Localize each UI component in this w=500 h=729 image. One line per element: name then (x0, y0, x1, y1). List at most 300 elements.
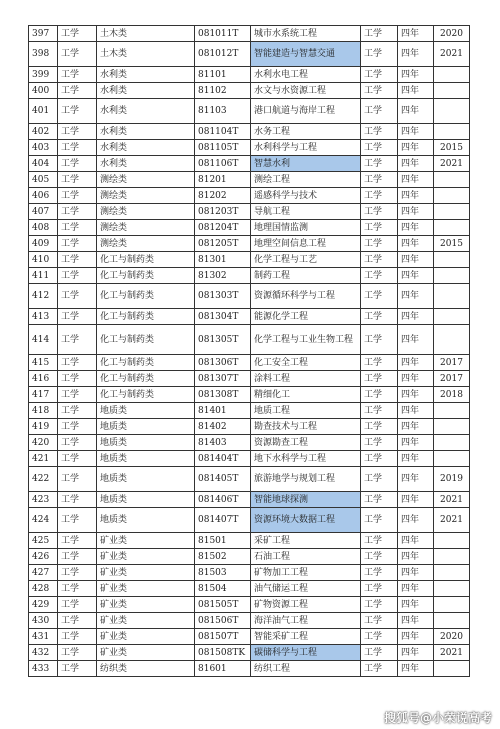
table-row (29, 451, 470, 467)
cell-degree: 工学 (361, 325, 398, 355)
cell-years: 四年 (398, 565, 434, 581)
cell-category: 地质类 (97, 492, 195, 508)
cell-code: 81502 (195, 549, 251, 565)
cell-code: 081304T (195, 309, 251, 325)
cell-years: 四年 (398, 435, 434, 451)
cell-category: 地质类 (97, 435, 195, 451)
table-row (29, 403, 470, 419)
cell-years: 四年 (398, 597, 434, 613)
cell-year-added (434, 67, 470, 83)
cell-year-added (434, 188, 470, 204)
cell-degree: 工学 (361, 565, 398, 581)
cell-category: 土木类 (97, 26, 195, 42)
table-row (29, 419, 470, 435)
cell-degree: 工学 (361, 172, 398, 188)
table-row (29, 645, 470, 661)
cell-code: 81501 (195, 533, 251, 549)
cell-year-added: 2020 (434, 26, 470, 42)
cell-discipline: 工学 (58, 83, 97, 99)
cell-code: 81201 (195, 172, 251, 188)
cell-degree: 工学 (361, 156, 398, 172)
cell-code: 081508TK (195, 645, 251, 661)
cell-number: 427 (29, 565, 58, 581)
cell-code: 081406T (195, 492, 251, 508)
cell-category: 地质类 (97, 451, 195, 467)
cell-category: 矿业类 (97, 565, 195, 581)
cell-category: 化工与制药类 (97, 325, 195, 355)
cell-category: 矿业类 (97, 629, 195, 645)
cell-category: 测绘类 (97, 204, 195, 220)
cell-year-added: 2021 (434, 42, 470, 67)
table-row (29, 236, 470, 252)
cell-code: 81601 (195, 661, 251, 677)
cell-degree: 工学 (361, 252, 398, 268)
cell-years: 四年 (398, 220, 434, 236)
cell-major: 油气储运工程 (251, 581, 361, 597)
cell-degree: 工学 (361, 99, 398, 124)
cell-code: 081308T (195, 387, 251, 403)
cell-number: 420 (29, 435, 58, 451)
cell-discipline: 工学 (58, 252, 97, 268)
cell-major: 石油工程 (251, 549, 361, 565)
cell-year-added: 2015 (434, 140, 470, 156)
cell-major: 地下水科学与工程 (251, 451, 361, 467)
cell-number: 408 (29, 220, 58, 236)
cell-code: 081104T (195, 124, 251, 140)
cell-major: 精细化工 (251, 387, 361, 403)
cell-category: 测绘类 (97, 188, 195, 204)
table-row (29, 549, 470, 565)
cell-code: 81101 (195, 67, 251, 83)
cell-category: 化工与制药类 (97, 268, 195, 284)
cell-year-added (434, 661, 470, 677)
cell-code: 81301 (195, 252, 251, 268)
table-row (29, 188, 470, 204)
cell-degree: 工学 (361, 581, 398, 597)
cell-year-added (434, 325, 470, 355)
cell-discipline: 工学 (58, 435, 97, 451)
cell-years: 四年 (398, 236, 434, 252)
cell-degree: 工学 (361, 371, 398, 387)
cell-year-added: 2017 (434, 371, 470, 387)
table-row (29, 309, 470, 325)
table-row (29, 284, 470, 309)
cell-category: 地质类 (97, 403, 195, 419)
cell-major: 港口航道与海岸工程 (251, 99, 361, 124)
cell-major: 地质工程 (251, 403, 361, 419)
cell-year-added (434, 309, 470, 325)
cell-number: 422 (29, 467, 58, 492)
cell-degree: 工学 (361, 613, 398, 629)
cell-number: 412 (29, 284, 58, 309)
cell-degree: 工学 (361, 549, 398, 565)
table-row (29, 42, 470, 67)
cell-years: 四年 (398, 492, 434, 508)
table-row (29, 252, 470, 268)
cell-years: 四年 (398, 284, 434, 309)
cell-years: 四年 (398, 309, 434, 325)
cell-category: 化工与制药类 (97, 284, 195, 309)
table-row (29, 172, 470, 188)
cell-category: 矿业类 (97, 613, 195, 629)
cell-years: 四年 (398, 387, 434, 403)
cell-discipline: 工学 (58, 124, 97, 140)
cell-year-added: 2017 (434, 355, 470, 371)
table-row (29, 597, 470, 613)
cell-category: 化工与制药类 (97, 309, 195, 325)
table-row (29, 492, 470, 508)
cell-code: 081306T (195, 355, 251, 371)
cell-years: 四年 (398, 172, 434, 188)
cell-discipline: 工学 (58, 492, 97, 508)
cell-major: 矿物加工工程 (251, 565, 361, 581)
cell-category: 水利类 (97, 67, 195, 83)
cell-number: 424 (29, 508, 58, 533)
cell-code: 81103 (195, 99, 251, 124)
cell-major: 能源化学工程 (251, 309, 361, 325)
cell-year-added (434, 597, 470, 613)
cell-degree: 工学 (361, 467, 398, 492)
cell-code: 081507T (195, 629, 251, 645)
table-body (29, 26, 470, 677)
cell-number: 418 (29, 403, 58, 419)
cell-degree: 工学 (361, 204, 398, 220)
cell-years: 四年 (398, 629, 434, 645)
table-row (29, 325, 470, 355)
cell-years: 四年 (398, 268, 434, 284)
cell-year-added (434, 99, 470, 124)
cell-code: 81503 (195, 565, 251, 581)
cell-discipline: 工学 (58, 451, 97, 467)
cell-discipline: 工学 (58, 172, 97, 188)
cell-year-added: 2021 (434, 492, 470, 508)
cell-major: 矿物资源工程 (251, 597, 361, 613)
cell-major: 化学工程与工艺 (251, 252, 361, 268)
cell-category: 化工与制药类 (97, 387, 195, 403)
cell-code: 081011T (195, 26, 251, 42)
cell-year-added (434, 613, 470, 629)
cell-category: 水利类 (97, 156, 195, 172)
cell-number: 429 (29, 597, 58, 613)
cell-discipline: 工学 (58, 355, 97, 371)
cell-discipline: 工学 (58, 156, 97, 172)
cell-degree: 工学 (361, 508, 398, 533)
cell-major: 勘查技术与工程 (251, 419, 361, 435)
cell-category: 矿业类 (97, 581, 195, 597)
cell-major: 地理国情监测 (251, 220, 361, 236)
cell-degree: 工学 (361, 597, 398, 613)
cell-number: 401 (29, 99, 58, 124)
cell-number: 426 (29, 549, 58, 565)
cell-major: 智能地球探测 (251, 492, 361, 508)
cell-years: 四年 (398, 355, 434, 371)
cell-number: 404 (29, 156, 58, 172)
cell-discipline: 工学 (58, 204, 97, 220)
cell-code: 81302 (195, 268, 251, 284)
cell-number: 423 (29, 492, 58, 508)
cell-code: 081105T (195, 140, 251, 156)
cell-discipline: 工学 (58, 42, 97, 67)
cell-year-added (434, 565, 470, 581)
cell-discipline: 工学 (58, 284, 97, 309)
cell-number: 433 (29, 661, 58, 677)
cell-code: 081506T (195, 613, 251, 629)
cell-years: 四年 (398, 549, 434, 565)
cell-major: 城市水系统工程 (251, 26, 361, 42)
cell-years: 四年 (398, 99, 434, 124)
cell-discipline: 工学 (58, 236, 97, 252)
cell-year-added (434, 581, 470, 597)
cell-year-added (434, 284, 470, 309)
cell-major: 化学工程与工业生物工程 (251, 325, 361, 355)
cell-degree: 工学 (361, 492, 398, 508)
cell-years: 四年 (398, 124, 434, 140)
cell-category: 化工与制药类 (97, 252, 195, 268)
cell-number: 413 (29, 309, 58, 325)
cell-years: 四年 (398, 325, 434, 355)
cell-discipline: 工学 (58, 309, 97, 325)
table-row (29, 26, 470, 42)
cell-discipline: 工学 (58, 508, 97, 533)
cell-major: 遥感科学与技术 (251, 188, 361, 204)
cell-years: 四年 (398, 188, 434, 204)
cell-code: 081404T (195, 451, 251, 467)
cell-years: 四年 (398, 645, 434, 661)
cell-years: 四年 (398, 661, 434, 677)
cell-degree: 工学 (361, 220, 398, 236)
cell-degree: 工学 (361, 268, 398, 284)
cell-year-added (434, 124, 470, 140)
table-row (29, 508, 470, 533)
table-row (29, 156, 470, 172)
table-row (29, 629, 470, 645)
cell-number: 397 (29, 26, 58, 42)
cell-major: 智能采矿工程 (251, 629, 361, 645)
table-row (29, 371, 470, 387)
cell-discipline: 工学 (58, 220, 97, 236)
cell-degree: 工学 (361, 124, 398, 140)
cell-years: 四年 (398, 156, 434, 172)
cell-category: 测绘类 (97, 236, 195, 252)
cell-year-added (434, 172, 470, 188)
table-row (29, 268, 470, 284)
cell-category: 矿业类 (97, 549, 195, 565)
cell-number: 406 (29, 188, 58, 204)
cell-major: 旅游地学与规划工程 (251, 467, 361, 492)
cell-number: 410 (29, 252, 58, 268)
table-row (29, 99, 470, 124)
table-row (29, 661, 470, 677)
cell-code: 81202 (195, 188, 251, 204)
cell-category: 水利类 (97, 99, 195, 124)
cell-code: 081307T (195, 371, 251, 387)
cell-degree: 工学 (361, 83, 398, 99)
cell-degree: 工学 (361, 67, 398, 83)
cell-code: 081204T (195, 220, 251, 236)
cell-number: 414 (29, 325, 58, 355)
cell-major: 海洋油气工程 (251, 613, 361, 629)
cell-category: 水利类 (97, 140, 195, 156)
cell-degree: 工学 (361, 661, 398, 677)
cell-year-added: 2019 (434, 467, 470, 492)
major-catalog-sheet (28, 25, 469, 677)
cell-degree: 工学 (361, 435, 398, 451)
cell-major: 纺织工程 (251, 661, 361, 677)
cell-code: 081405T (195, 467, 251, 492)
cell-discipline: 工学 (58, 661, 97, 677)
cell-code: 81401 (195, 403, 251, 419)
cell-category: 矿业类 (97, 645, 195, 661)
cell-category: 土木类 (97, 42, 195, 67)
cell-discipline: 工学 (58, 99, 97, 124)
cell-number: 403 (29, 140, 58, 156)
table-row (29, 140, 470, 156)
table-row (29, 83, 470, 99)
cell-number: 430 (29, 613, 58, 629)
cell-number: 416 (29, 371, 58, 387)
cell-discipline: 工学 (58, 387, 97, 403)
cell-major: 资源勘查工程 (251, 435, 361, 451)
cell-years: 四年 (398, 204, 434, 220)
cell-years: 四年 (398, 581, 434, 597)
cell-code: 81402 (195, 419, 251, 435)
table-row (29, 67, 470, 83)
cell-year-added: 2021 (434, 508, 470, 533)
cell-discipline: 工学 (58, 188, 97, 204)
cell-number: 398 (29, 42, 58, 67)
cell-discipline: 工学 (58, 371, 97, 387)
cell-category: 地质类 (97, 419, 195, 435)
cell-number: 399 (29, 67, 58, 83)
cell-number: 421 (29, 451, 58, 467)
cell-major: 制药工程 (251, 268, 361, 284)
cell-discipline: 工学 (58, 549, 97, 565)
cell-discipline: 工学 (58, 533, 97, 549)
cell-number: 402 (29, 124, 58, 140)
cell-year-added (434, 435, 470, 451)
cell-number: 400 (29, 83, 58, 99)
cell-major: 水利水电工程 (251, 67, 361, 83)
cell-year-added (434, 419, 470, 435)
cell-code: 081407T (195, 508, 251, 533)
cell-major: 碳储科学与工程 (251, 645, 361, 661)
cell-major: 资源循环科学与工程 (251, 284, 361, 309)
cell-year-added: 2020 (434, 629, 470, 645)
cell-number: 428 (29, 581, 58, 597)
cell-degree: 工学 (361, 629, 398, 645)
cell-discipline: 工学 (58, 629, 97, 645)
cell-degree: 工学 (361, 42, 398, 67)
cell-year-added (434, 204, 470, 220)
cell-code: 081303T (195, 284, 251, 309)
cell-code: 081106T (195, 156, 251, 172)
cell-degree: 工学 (361, 645, 398, 661)
cell-degree: 工学 (361, 451, 398, 467)
cell-category: 纺织类 (97, 661, 195, 677)
cell-year-added (434, 83, 470, 99)
cell-category: 测绘类 (97, 220, 195, 236)
cell-degree: 工学 (361, 26, 398, 42)
cell-year-added: 2015 (434, 236, 470, 252)
table-row (29, 355, 470, 371)
cell-years: 四年 (398, 533, 434, 549)
cell-years: 四年 (398, 252, 434, 268)
cell-discipline: 工学 (58, 403, 97, 419)
cell-year-added (434, 268, 470, 284)
watermark-text: 搜狐号@小荣说高考 (383, 711, 492, 725)
cell-discipline: 工学 (58, 67, 97, 83)
cell-major: 水利科学与工程 (251, 140, 361, 156)
cell-year-added (434, 220, 470, 236)
cell-number: 409 (29, 236, 58, 252)
table-row (29, 204, 470, 220)
cell-code: 081012T (195, 42, 251, 67)
cell-years: 四年 (398, 26, 434, 42)
table-row (29, 565, 470, 581)
cell-years: 四年 (398, 467, 434, 492)
table-row (29, 124, 470, 140)
table-row (29, 435, 470, 451)
cell-category: 水利类 (97, 124, 195, 140)
cell-degree: 工学 (361, 188, 398, 204)
cell-code: 81504 (195, 581, 251, 597)
cell-discipline: 工学 (58, 26, 97, 42)
cell-year-added (434, 252, 470, 268)
cell-major: 采矿工程 (251, 533, 361, 549)
cell-degree: 工学 (361, 140, 398, 156)
cell-major: 水文与水资源工程 (251, 83, 361, 99)
cell-category: 化工与制药类 (97, 371, 195, 387)
cell-major: 地理空间信息工程 (251, 236, 361, 252)
cell-degree: 工学 (361, 309, 398, 325)
cell-number: 415 (29, 355, 58, 371)
cell-degree: 工学 (361, 236, 398, 252)
cell-degree: 工学 (361, 419, 398, 435)
cell-code: 081505T (195, 597, 251, 613)
table-row (29, 467, 470, 492)
table-row (29, 387, 470, 403)
cell-years: 四年 (398, 613, 434, 629)
cell-years: 四年 (398, 67, 434, 83)
cell-number: 419 (29, 419, 58, 435)
cell-major: 资源环境大数据工程 (251, 508, 361, 533)
cell-degree: 工学 (361, 403, 398, 419)
cell-number: 405 (29, 172, 58, 188)
cell-major: 化工安全工程 (251, 355, 361, 371)
cell-year-added (434, 533, 470, 549)
table-row (29, 220, 470, 236)
cell-year-added: 2021 (434, 645, 470, 661)
cell-degree: 工学 (361, 533, 398, 549)
cell-code: 81403 (195, 435, 251, 451)
cell-degree: 工学 (361, 387, 398, 403)
cell-category: 矿业类 (97, 597, 195, 613)
cell-category: 矿业类 (97, 533, 195, 549)
cell-discipline: 工学 (58, 140, 97, 156)
cell-discipline: 工学 (58, 597, 97, 613)
table-row (29, 613, 470, 629)
cell-years: 四年 (398, 371, 434, 387)
cell-major: 导航工程 (251, 204, 361, 220)
cell-major: 智慧水利 (251, 156, 361, 172)
cell-category: 化工与制药类 (97, 355, 195, 371)
cell-category: 测绘类 (97, 172, 195, 188)
cell-discipline: 工学 (58, 581, 97, 597)
cell-years: 四年 (398, 508, 434, 533)
cell-major: 水务工程 (251, 124, 361, 140)
cell-discipline: 工学 (58, 613, 97, 629)
cell-number: 407 (29, 204, 58, 220)
